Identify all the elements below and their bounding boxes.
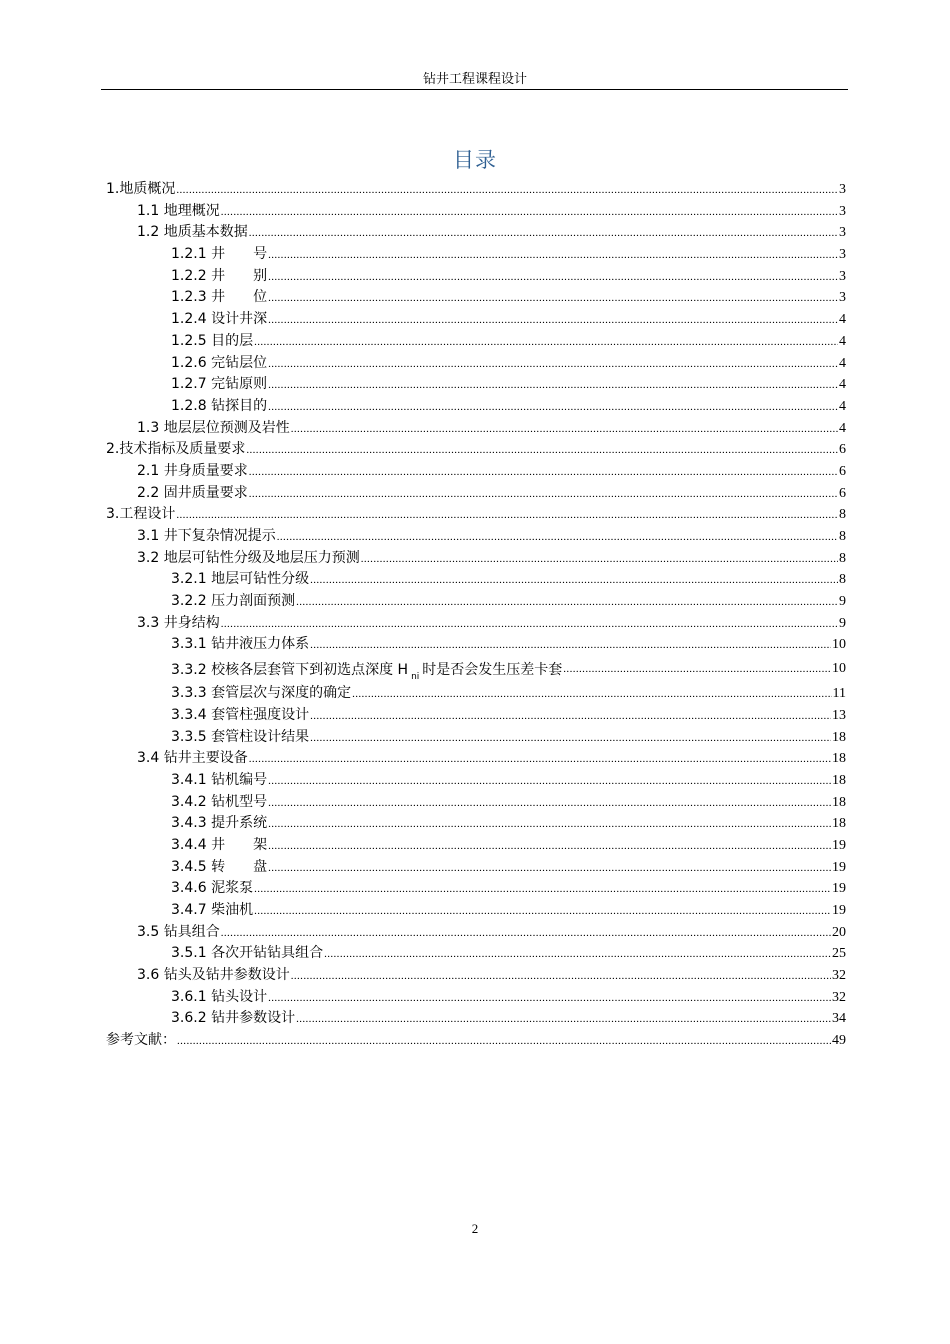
toc-dot-leader (221, 927, 831, 939)
toc-entry-text: 1.2.2 井 别 (171, 267, 268, 284)
toc-entry-page: 4 (839, 355, 846, 371)
toc-dot-leader (268, 775, 831, 787)
toc-entry-label (137, 482, 248, 502)
toc-entry[interactable] (106, 964, 846, 986)
toc-entry-text: 3.工程设计 (106, 506, 176, 523)
toc-entry-page: 18 (832, 729, 846, 745)
toc-entry-text: 3.4.6 泥浆泵 (171, 880, 254, 897)
toc-entry-page: 4 (839, 398, 846, 414)
toc-dot-leader (176, 184, 838, 196)
toc-entry-text: 参考文献： (106, 1032, 176, 1049)
toc-entry-text: 2.2 固井质量要求 (137, 484, 248, 501)
toc-entry-subscript: ni (411, 671, 420, 682)
toc-entry-page: 18 (832, 772, 846, 788)
toc-dot-leader (268, 379, 838, 391)
toc-entry-page: 19 (832, 859, 846, 875)
toc-entry-label (137, 964, 290, 984)
toc-dot-leader (268, 992, 831, 1004)
toc-entry[interactable] (106, 655, 846, 682)
toc-entry[interactable] (106, 482, 846, 504)
toc-entry-page: 3 (839, 225, 846, 241)
toc-entry-page: 13 (832, 707, 846, 723)
toc-entry-page: 4 (839, 420, 846, 436)
toc-entry-text: 3.3.4 套管柱强度设计 (171, 706, 310, 723)
toc-entry-label (171, 877, 253, 897)
toc-entry[interactable] (106, 417, 846, 439)
toc-dot-leader (310, 574, 838, 586)
toc-entry-text: 3.4.1 钻机编号 (171, 771, 268, 788)
toc-entry-label (171, 265, 267, 285)
toc-entry-text: 3.5 钻具组合 (137, 923, 220, 940)
toc-entry-label (137, 200, 220, 220)
header-divider (101, 89, 848, 90)
toc-entry-label (171, 834, 267, 854)
toc-entry-label (171, 633, 309, 653)
toc-dot-leader (352, 688, 831, 700)
toc-entry-label (171, 352, 267, 372)
toc-entry-text: 3.5.1 各次开钻钻具组合 (171, 945, 324, 962)
toc-entry[interactable] (106, 612, 846, 634)
toc-entry-label (171, 942, 323, 962)
toc-entry-page: 3 (839, 203, 846, 219)
toc-entry-text: 1.3 地层层位预测及岩性 (137, 419, 290, 436)
toc-dot-leader (249, 227, 838, 239)
toc-entry-page: 3 (839, 182, 846, 197)
toc-entry[interactable] (106, 704, 846, 726)
toc-dot-leader (254, 905, 831, 917)
toc-entry-label (171, 899, 253, 919)
toc-entry-text: 1.2.6 完钻层位 (171, 354, 268, 371)
toc-entry-text-after: 时是否会发生压差卡套 (422, 661, 563, 678)
toc-dot-leader (221, 206, 838, 218)
toc-entry-page: 8 (839, 550, 846, 566)
toc-entry-text: 1.2.3 井 位 (171, 289, 268, 306)
toc-entry-page: 25 (832, 946, 846, 962)
toc-entry-page: 10 (832, 660, 846, 676)
toc-entry[interactable] (106, 877, 846, 899)
toc-dot-leader (277, 531, 838, 543)
toc-entry[interactable] (106, 921, 846, 943)
toc-entry-label (171, 330, 253, 350)
toc-entry[interactable] (106, 373, 846, 395)
toc-entry-text: 3.4.4 井 架 (171, 836, 268, 853)
toc-entry[interactable] (106, 438, 846, 460)
toc-entry-text: 3.6.1 钻头设计 (171, 988, 268, 1005)
toc-entry[interactable] (106, 726, 846, 748)
toc-entry-label (137, 547, 360, 567)
toc-entry[interactable] (106, 1029, 846, 1051)
toc-entry-text: 3.4.3 提升系统 (171, 815, 268, 832)
toc-entry[interactable] (106, 791, 846, 813)
page-number: 2 (471, 1221, 479, 1236)
toc-dot-leader (246, 444, 838, 456)
toc-entry-page: 18 (832, 816, 846, 832)
toc-entry-page: 18 (832, 751, 846, 767)
toc-dot-leader (361, 553, 838, 565)
toc-dot-leader (291, 970, 831, 982)
toc-entry[interactable] (106, 682, 846, 704)
toc-dot-leader (249, 466, 838, 478)
toc-entry-label (171, 704, 309, 724)
toc-entry[interactable] (106, 503, 846, 525)
toc-entry[interactable] (106, 395, 846, 417)
toc-entry-page: 18 (832, 794, 846, 810)
toc-dot-leader (268, 358, 838, 370)
toc-entry-text: 1.1 地理概况 (137, 202, 220, 219)
toc-dot-leader (268, 818, 831, 830)
toc-entry-page: 20 (832, 924, 846, 940)
toc-entry-label (137, 417, 290, 437)
toc-entry[interactable] (106, 590, 846, 612)
toc-entry[interactable] (106, 747, 846, 769)
toc-entry[interactable] (106, 525, 846, 547)
toc-entry-page: 9 (839, 615, 846, 631)
toc-entry-page: 34 (832, 1011, 846, 1027)
toc-entry-label (171, 308, 267, 328)
toc-entry-text: 1.地质概况 (106, 181, 176, 197)
toc-entry[interactable] (106, 986, 846, 1008)
toc-entry-label (171, 590, 295, 610)
toc-entry-text: 3.4.5 转 盘 (171, 858, 268, 875)
toc-entry-label (171, 682, 351, 702)
toc-entry-label (137, 747, 248, 767)
toc-entry-label (137, 525, 276, 545)
toc-entry-page: 6 (839, 442, 846, 458)
toc-entry-page: 6 (839, 485, 846, 501)
toc-dot-leader (291, 423, 838, 435)
toc-dot-leader (268, 249, 838, 261)
toc-entry-label (171, 791, 267, 811)
toc-entry-text: 1.2 地质基本数据 (137, 224, 248, 241)
toc-entry[interactable] (106, 286, 846, 308)
toc-entry-label (171, 812, 267, 832)
toc-entry-text: 2.1 井身质量要求 (137, 462, 248, 479)
toc-entry[interactable] (106, 812, 846, 834)
toc-entry[interactable] (106, 568, 846, 590)
toc-entry-page: 3 (839, 247, 846, 263)
toc-entry-page: 11 (832, 686, 846, 702)
toc-entry-page: 19 (832, 881, 846, 897)
toc-entry[interactable] (106, 856, 846, 878)
toc-entry-page: 3 (839, 290, 846, 306)
toc-entry-text: 1.2.5 目的层 (171, 332, 254, 349)
toc-entry-label (171, 243, 267, 263)
toc-dot-leader (268, 292, 838, 304)
toc-dot-leader (268, 840, 831, 852)
toc-entry-text: 3.3.5 套管柱设计结果 (171, 728, 310, 745)
toc-entry-label (171, 568, 309, 588)
toc-entry-label (171, 856, 267, 876)
toc-title: 目录 (453, 148, 497, 172)
toc-dot-leader (310, 732, 831, 744)
toc-entry-text: 3.4.7 柴油机 (171, 902, 254, 918)
toc-entry-text: 3.3.2 校核各层套管下到初选点深度 H (171, 661, 409, 678)
toc-entry-text: 3.2 地层可钻性分级及地层压力预测 (137, 549, 360, 566)
toc-entry-page: 8 (839, 529, 846, 544)
toc-entry-label (171, 373, 267, 393)
toc-entry-page: 4 (839, 333, 846, 349)
toc-entry-text: 3.3 井身结构 (137, 614, 220, 631)
toc-dot-leader (176, 509, 838, 521)
toc-entry-label (171, 659, 563, 682)
toc-entry[interactable] (106, 221, 846, 243)
toc-entry-label (106, 503, 175, 523)
toc-entry-page: 32 (832, 989, 846, 1005)
toc-entry-label (106, 1029, 176, 1049)
toc-entry-label (137, 612, 220, 632)
toc-entry[interactable] (106, 899, 846, 921)
toc-entry[interactable] (106, 547, 846, 569)
toc-entry-page: 9 (839, 594, 846, 610)
toc-entry-page: 3 (839, 268, 846, 284)
toc-dot-leader (268, 401, 838, 413)
toc-entry[interactable] (106, 460, 846, 482)
toc-dot-leader (254, 336, 838, 348)
toc-dot-leader (563, 663, 831, 675)
toc-entry-label (171, 726, 309, 746)
toc-entry[interactable] (106, 200, 846, 222)
toc-dot-leader (177, 1035, 831, 1047)
toc-entry-label (171, 1007, 295, 1027)
toc-entry[interactable] (106, 942, 846, 964)
toc-entry-text: 3.1 井下复杂情况提示 (137, 528, 276, 544)
running-header: 钻井工程课程设计 (422, 72, 527, 87)
toc-dot-leader (310, 639, 831, 651)
toc-entry[interactable] (106, 352, 846, 374)
toc-entry-text: 3.3.3 套管层次与深度的确定 (171, 685, 352, 702)
toc-entry-page: 32 (832, 968, 846, 984)
toc-entry-text: 3.2.1 地层可钻性分级 (171, 571, 310, 588)
toc-entry-text: 1.2.4 设计井深 (171, 311, 268, 328)
toc-entry-page: 10 (832, 637, 846, 653)
toc-dot-leader (249, 753, 831, 765)
toc-entry[interactable] (106, 633, 846, 655)
toc-entry-text: 3.2.2 压力剖面预测 (171, 593, 296, 610)
toc-entry-text: 3.3.1 钻井液压力体系 (171, 636, 310, 653)
toc-entry-label (137, 921, 220, 941)
toc-entry[interactable] (106, 308, 846, 330)
toc-entry-page: 4 (839, 312, 846, 328)
toc-entry-text: 3.4.2 钻机型号 (171, 793, 268, 810)
table-of-contents (106, 178, 846, 1051)
toc-entry-text: 1.2.7 完钻原则 (171, 376, 268, 393)
toc-entry-text: 3.6 钻头及钻井参数设计 (137, 967, 290, 984)
toc-dot-leader (268, 314, 838, 326)
toc-entry-label (106, 178, 175, 198)
toc-entry[interactable] (106, 769, 846, 791)
toc-entry-text: 3.6.2 钻井参数设计 (171, 1010, 296, 1027)
toc-entry-label (137, 221, 248, 241)
toc-entry-label (171, 769, 267, 789)
toc-entry[interactable] (106, 1007, 846, 1029)
toc-dot-leader (221, 618, 838, 630)
toc-entry-label (171, 286, 267, 306)
toc-dot-leader (310, 710, 831, 722)
toc-entry-label (171, 986, 267, 1006)
toc-dot-leader (249, 488, 838, 500)
toc-entry[interactable] (106, 178, 846, 200)
toc-entry-text: 1.2.8 钻探目的 (171, 397, 268, 414)
toc-dot-leader (296, 596, 838, 608)
toc-entry-page: 8 (839, 572, 846, 588)
toc-entry-label (137, 460, 248, 480)
toc-dot-leader (268, 797, 831, 809)
toc-entry-label (106, 438, 245, 458)
toc-dot-leader (324, 948, 831, 960)
toc-entry-page: 19 (832, 903, 846, 918)
toc-entry-page: 49 (832, 1033, 846, 1049)
toc-entry[interactable] (106, 834, 846, 856)
toc-entry-page: 8 (839, 507, 846, 523)
toc-entry[interactable] (106, 243, 846, 265)
toc-entry-page: 19 (832, 837, 846, 853)
toc-entry[interactable] (106, 330, 846, 352)
toc-entry-page: 6 (839, 463, 846, 479)
toc-dot-leader (268, 862, 831, 874)
toc-entry-text: 1.2.1 井 号 (171, 246, 268, 263)
toc-entry-page: 4 (839, 377, 846, 393)
toc-dot-leader (296, 1013, 831, 1025)
toc-entry-text: 2.技术指标及质量要求 (106, 441, 246, 458)
toc-entry-text: 3.4 钻井主要设备 (137, 750, 248, 767)
toc-entry[interactable] (106, 265, 846, 287)
toc-dot-leader (268, 271, 838, 283)
toc-dot-leader (254, 883, 831, 895)
toc-entry-label (171, 395, 267, 415)
